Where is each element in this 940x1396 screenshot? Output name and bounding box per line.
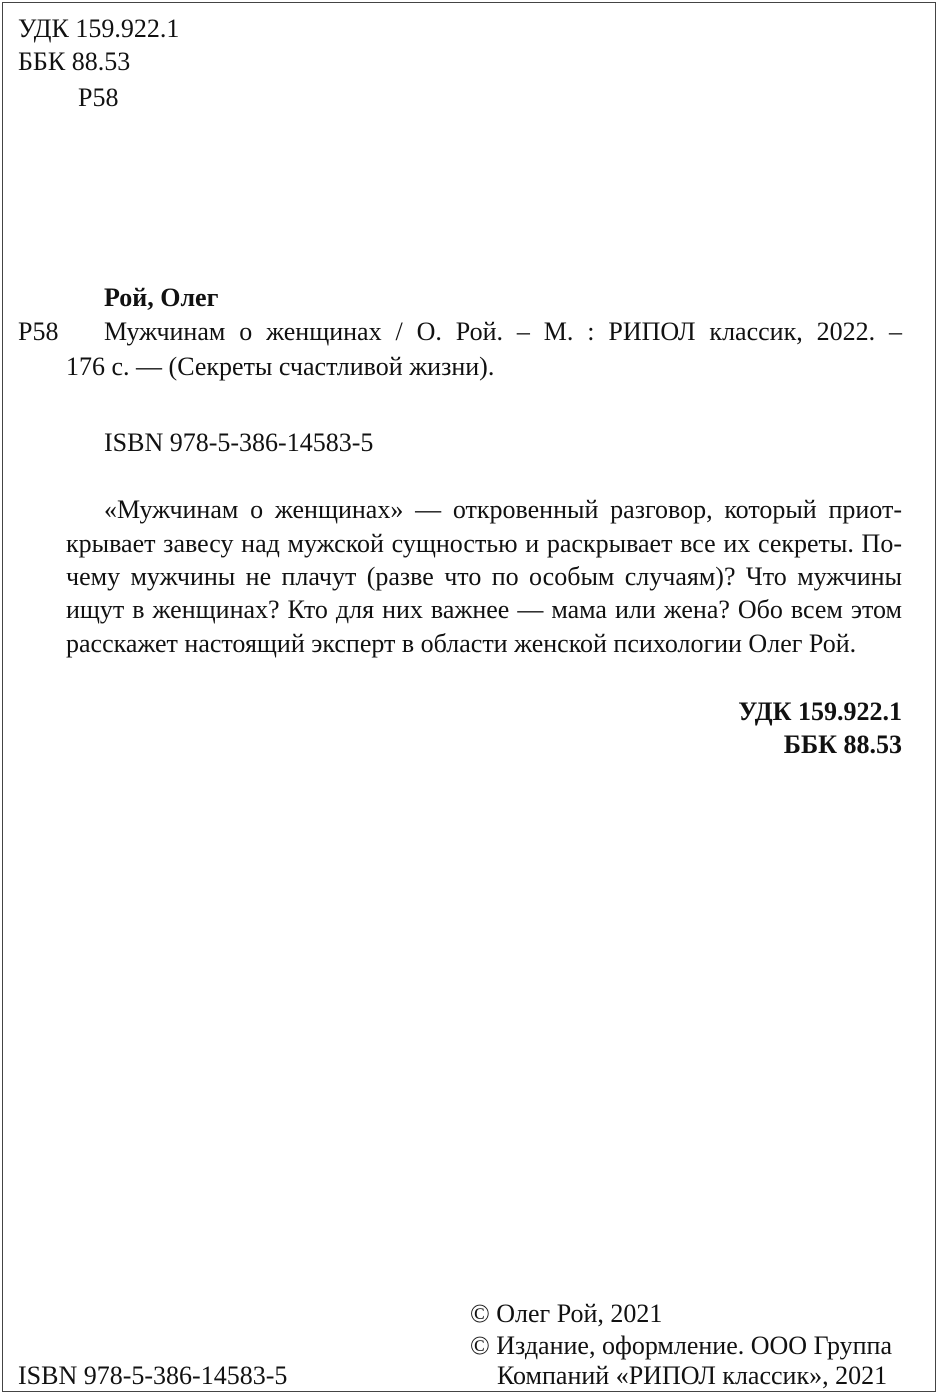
top-author-mark: Р58 <box>78 83 119 112</box>
bottom-udk-code: УДК 159.922.1 <box>738 697 902 726</box>
entry-series-line: 176 с. — (Секреты счастливой жизни). <box>66 352 495 381</box>
author-heading: Рой, Олег <box>104 283 219 312</box>
entry-author-mark: Р58 <box>18 317 59 346</box>
annotation-line: расскажет настоящий эксперт в области женской психологии Олег Рой. <box>66 629 857 658</box>
annotation-line: чему мужчины не плачут (разве что по особым случаям)? Что мужчины <box>66 562 902 591</box>
entry-title-line: Мужчинам о женщинах / О. Рой. – М. : РИПОЛ классик, 2022. – <box>104 317 902 346</box>
top-bbk-code: ББК 88.53 <box>18 47 131 76</box>
footer-isbn: ISBN 978-5-386-14583-5 <box>18 1361 288 1390</box>
copyright-author: © Олег Рой, 2021 <box>470 1299 663 1328</box>
copyright-edition-line-2: Компаний «РИПОЛ классик», 2021 <box>497 1361 888 1390</box>
entry-isbn: ISBN 978-5-386-14583-5 <box>104 428 374 457</box>
annotation-line: крывает завесу над мужской сущностью и раскрывает все их секреты. По- <box>66 529 902 558</box>
bottom-bbk-code: ББК 88.53 <box>783 730 902 759</box>
copyright-edition-line-1: © Издание, оформление. ООО Группа <box>470 1331 893 1360</box>
annotation-line: «Мужчинам о женщинах» — откровенный разговор, который приот- <box>104 495 902 524</box>
top-udk-code: УДК 159.922.1 <box>18 14 180 43</box>
annotation-line: ищут в женщинах? Кто для них важнее — мама или жена? Обо всем этом <box>66 595 902 624</box>
